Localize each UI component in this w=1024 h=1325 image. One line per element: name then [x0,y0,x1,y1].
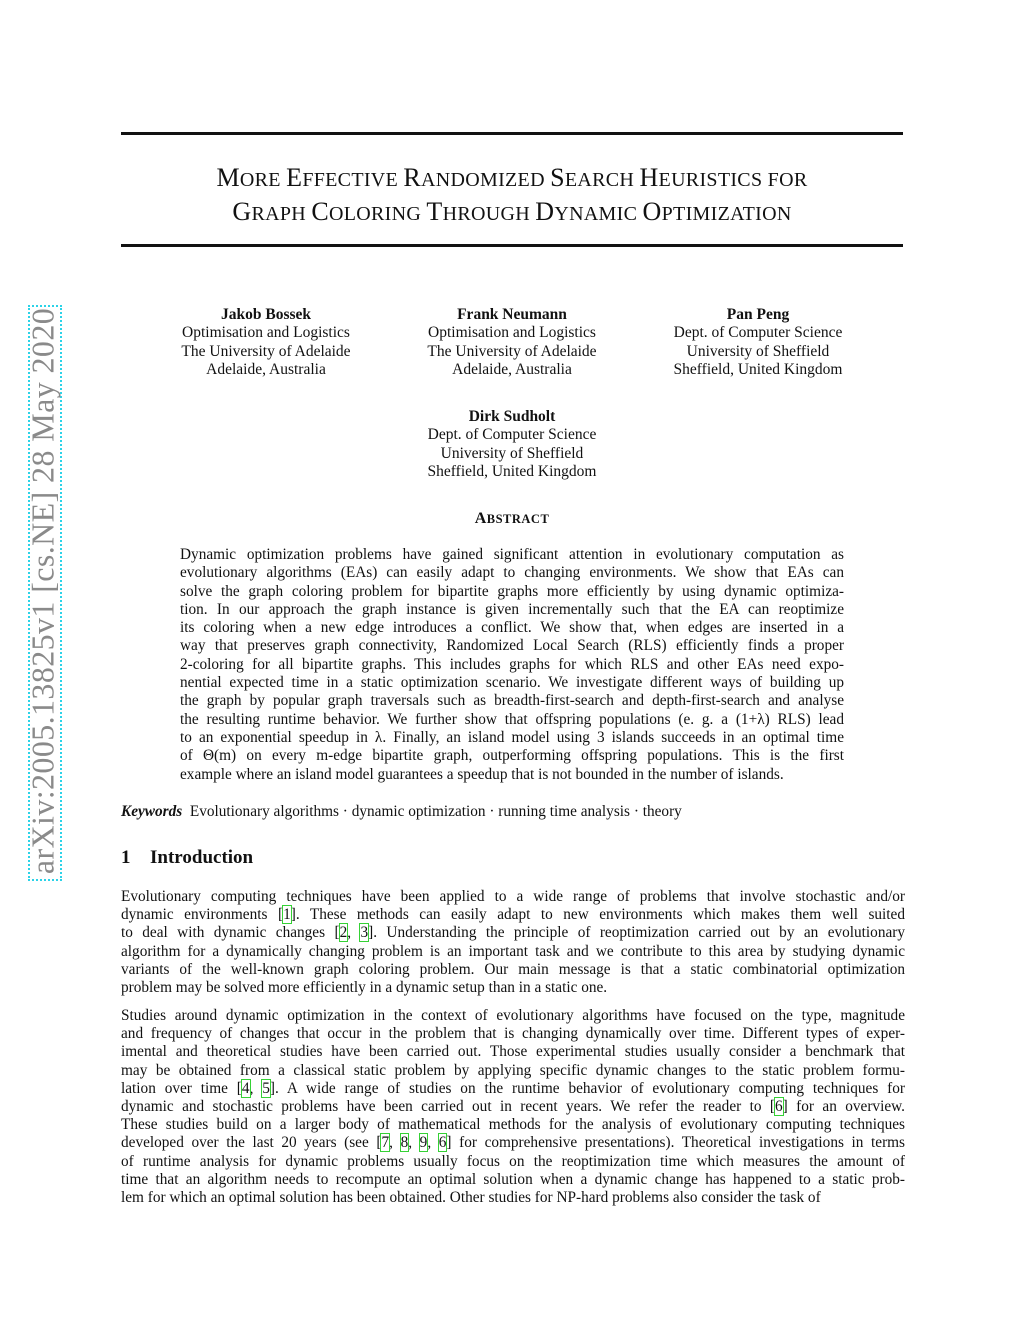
intro-paragraph-1 [121,888,905,997]
author-location: Sheffield, United Kingdom [673,360,843,378]
section-number: 1 [121,847,131,868]
text-line: solve the graph coloring problem for bipartite graphs more efficiently by using dynamic optimiza- [180,582,844,600]
author-name: Frank Neumann [457,306,567,323]
text-line: imental and theoretical studies have been carried out. Those experimental studies usually consider a benchmark that [121,1043,905,1061]
title-top-rule [121,132,903,135]
title-word-cap: M [216,163,240,192]
section-title: Introduction [150,847,254,868]
abstract-heading [121,510,903,528]
citation-link[interactable]: 5 [262,1079,270,1097]
title-word-rest: OLORING [329,203,427,225]
text-line: its coloring when a new edge introduces a conflict. We show that, when edges are inserted in a [180,619,844,637]
citation-link[interactable]: 9 [419,1134,428,1152]
author-name: Jakob Bossek [220,306,312,323]
abstract-body [180,546,844,784]
text-line: Evolutionary computing techniques have been applied to a wide range of problems that involve stochastic and/or [121,888,905,905]
author-name: Pan Peng [726,306,790,323]
abstract-heading-cap: A [474,510,487,527]
citation-link[interactable]: 6 [438,1134,447,1152]
title-line-1 [121,162,903,196]
text-line: dynamic environments [1]. These methods can easily adapt to new environments which makes them well suited [121,906,905,924]
title-word-cap: H [639,163,659,192]
author-affiliation: The University of Adelaide [427,342,597,360]
author-block [382,306,642,379]
author-block [136,306,396,379]
title-word-rest: ORE [239,169,287,191]
text-line: tion. In our approach the graph instance is given incrementally such that the EA can reoptimize [180,600,844,618]
text-line: These studies build on a larger body of mathematical methods for the analysis of evolutionary computing techniques [121,1116,905,1134]
author-block [382,408,642,481]
title-word-cap: O [642,197,662,226]
citation-link[interactable]: 7 [381,1134,390,1152]
title-word-rest: EARCH [564,169,640,191]
keywords-text: Evolutionary algorithms · dynamic optimization · running time analysis · theory [189,803,682,820]
citation-link[interactable]: 2 [339,924,348,942]
keywords-label: Keywords [121,803,183,820]
text-line: lation over time [4, 5]. A wide range of studies on the runtime behavior of evolutionary computing techniques for [121,1079,905,1097]
author-name: Dirk Sudholt [468,408,556,425]
title-word-cap: S [550,163,565,192]
text-line: way that preserves graph connectivity, Randomized Local Search (RLS) efficiently finds a proper [180,637,844,655]
author-location: Adelaide, Australia [206,360,326,378]
text-line: evolutionary algorithms (EAs) can easily adapt to changing environments. We show that EAs can [180,564,844,582]
author-affiliation: Optimisation and Logistics [428,324,596,342]
text-line: may be obtained from a classical static problem by applying specific dynamic changes to the static problem formu- [121,1061,905,1079]
text-line: the resulting runtime behavior. We further show that offspring populations (e. g. a (1+λ) RLS) lead [180,710,844,728]
title-word-rest: FFECTIVE [302,169,404,191]
author-affiliation: The University of Adelaide [181,342,351,360]
citation-link[interactable]: 4 [241,1079,250,1097]
title-word-cap: E [286,163,303,192]
citation-link[interactable]: 3 [360,924,369,942]
text-line: nential expected time in a static optimization scenario. We investigate different ways of building up [180,674,844,692]
author-affiliation: Dept. of Computer Science [673,324,843,342]
title-word-rest: YNAMIC [554,203,643,225]
text-line: Studies around dynamic optimization in the context of evolutionary algorithms have focused on the type, magnitude [121,1007,905,1024]
arxiv-stamp[interactable]: arXiv:2005.13825v1 [cs.NE] 28 May 2020 [24,307,61,875]
text-line: to an exponential speedup in λ. Finally, an island model using 3 islands succeeds in an optimal time [180,728,844,746]
text-line: variants of the well-known graph coloring problem. Our main message is that a static combinatorial optimization [121,960,905,978]
text-line: lem for which an optimal solution has been obtained. Other studies for NP-hard problems also consider the task of [121,1189,821,1207]
text-line: algorithm for a dynamically changing problem is an important task and we contribute to this area by studying dynamic [121,942,905,960]
title-word-cap: R [403,163,422,192]
abstract-heading-rest: BSTRACT [486,512,550,526]
text-line: dynamic and stochastic problems have been carried out in recent years. We refer the reader to [6] for an overview. [121,1098,906,1116]
title-line-2 [121,196,903,230]
title-word-cap: D [535,197,555,226]
title-word-rest: ANDOMIZED [421,169,551,191]
author-block [628,306,888,379]
text-line: problem may be solved more efficiently in a dynamic setup than in a static one. [121,979,608,997]
text-line: 2-coloring for all bipartite graphs. This includes graphs for which RLS and other EAs need expo- [180,655,844,673]
author-location: Adelaide, Australia [452,360,572,378]
title-word-cap: G [232,197,252,226]
author-affiliation: Dept. of Computer Science [427,426,597,444]
title-word-rest: PTIMIZATION [661,203,792,225]
title-word-cap: C [311,197,329,226]
text-line: example where an island model guarantees a speedup that is not bounded in the number of islands. [180,765,784,783]
text-line: Dynamic optimization problems have gained significant attention in evolutionary computation as [180,546,844,563]
author-affiliation: University of Sheffield [440,444,584,462]
author-location: Sheffield, United Kingdom [427,462,597,480]
text-line: and frequency of changes that occur in the problem that is changing dynamically over time. Different types of exper- [121,1025,905,1043]
text-line: developed over the last 20 years (see [7, 8, 9, 6] for comprehensive presentations). Theoretical investigations in terms [121,1134,906,1152]
title-word-rest: RAPH [251,203,312,225]
title-word-rest: EURISTICS FOR [658,169,808,191]
text-line: time that an algorithm needs to recompute an optimal solution when a dynamic change has happened to a static prob- [121,1170,905,1188]
intro-paragraph-2 [121,1007,905,1207]
author-affiliation: University of Sheffield [686,342,830,360]
citation-link[interactable]: 1 [283,906,291,924]
section-heading [121,847,253,869]
text-line: of runtime analysis for dynamic problems usually focus on the reoptimization time which measures the amount of [121,1152,905,1170]
title-word-rest: HROUGH [442,203,536,225]
text-line: to deal with dynamic changes [2, 3]. Understanding the principle of reoptimization carried out by an evolutionary [121,924,906,942]
text-line: the graph by popular graph traversals such as breadth-first-search and depth-first-search and analyse [180,692,844,710]
author-affiliation: Optimisation and Logistics [182,324,350,342]
text-line: of Θ(m) on every m-edge bipartite graph, outperforming offspring populations. This is the first [180,747,844,765]
citation-link[interactable]: 8 [400,1134,409,1152]
citation-link[interactable]: 6 [775,1098,783,1116]
title-word-cap: T [426,197,443,226]
keywords-line [121,803,903,821]
title-bottom-rule [121,244,903,247]
